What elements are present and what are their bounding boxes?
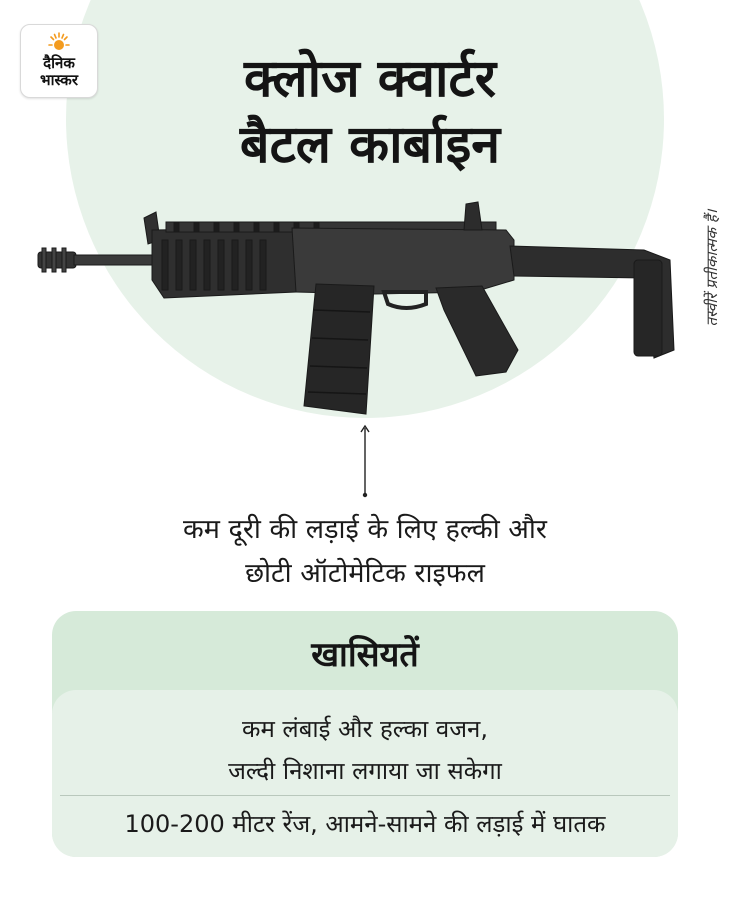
- features-heading: खासियतें: [311, 635, 419, 675]
- page-title: [120, 46, 620, 178]
- caption-line2: छोटी ऑटोमेटिक राइफल: [245, 558, 485, 589]
- rifle-caption: [80, 508, 650, 596]
- logo-text-line1: दैनिक: [43, 54, 75, 72]
- caption-line1: कम दूरी की लड़ाई के लिए हल्की और: [183, 514, 547, 545]
- title-line1: क्लोज क्वार्टर: [244, 49, 496, 109]
- sun-icon: [48, 32, 70, 54]
- title-line2: बैटल कार्बाइन: [239, 115, 501, 175]
- feature-2-line1: 100-200 मीटर रेंज, आमने-सामने की लड़ाई में घातक: [124, 810, 606, 838]
- features-body: [52, 690, 678, 857]
- logo-text-line2: भास्कर: [40, 71, 78, 89]
- features-card: [52, 611, 678, 857]
- features-divider: [60, 795, 670, 796]
- feature-item-2: [52, 803, 678, 845]
- image-disclaimer: तस्वीरें प्रतीकात्मक हैं।: [703, 209, 721, 327]
- feature-1-line2: जल्दी निशाना लगाया जा सकेगा: [228, 757, 502, 785]
- feature-1-line1: कम लंबाई और हल्का वजन,: [242, 715, 488, 743]
- carbine-image: [34, 200, 684, 425]
- brand-logo[interactable]: [20, 24, 98, 98]
- feature-item-1: [52, 708, 678, 792]
- arrow-up-icon: [358, 424, 372, 500]
